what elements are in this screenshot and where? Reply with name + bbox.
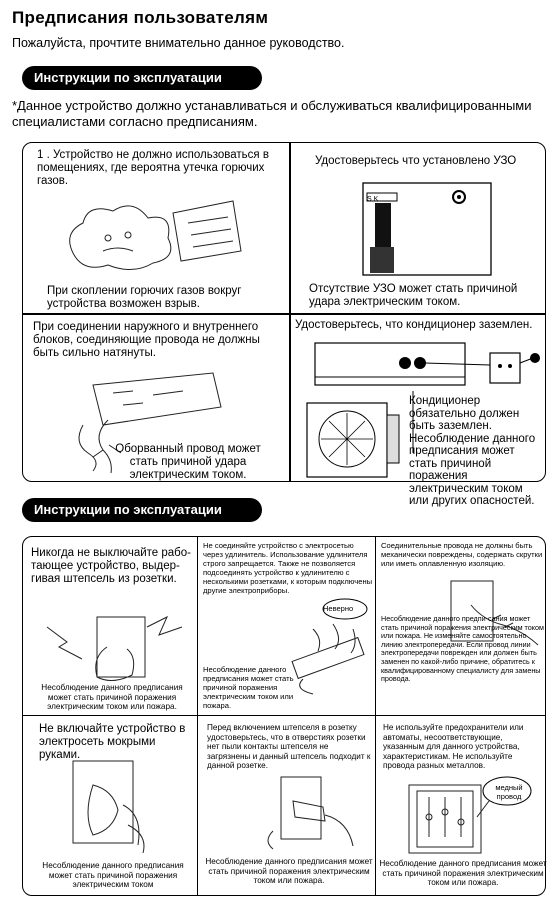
uzo-check-text: Удостоверьтесь что установлено УЗО: [315, 155, 517, 167]
wet-hands-text: Не включайте устройство в электросеть мокрыми руками.: [39, 723, 186, 761]
damaged-wire-consequence-text: Несоблюдение данного предпи-сания может стать причиной поражения электрическим током или пожара. Не изменяйте самостоятельно линию электропередачи. Если провод линии электропередачи поврежден или должен быть заменен по какой-либо причине, обратитесь к квалифицированному специалисту для замены провода.: [381, 614, 544, 684]
wet-hands-illustration: [63, 755, 173, 855]
gas-explosion-illustration: [63, 193, 253, 278]
wire-consequence-text: Оборванный провод может стать причиной удара электрическим током.: [115, 443, 261, 481]
page-subtitle: Пожалуйста, прочтите внимательно данное руководство.: [12, 36, 345, 50]
extension-cord-text: Не соединяйте устройство с электросетью через удлинитель. Использование удлинителя строго запрещается. Также не позволяется подсоединять устройство к удлинителю с несколькими розетками, к которым подключены другие электроприборы.: [203, 541, 373, 595]
page-title: Предписания пользователям: [12, 8, 269, 27]
ground-check-text: Удостоверьтесь, что кондиционер заземлен.: [295, 319, 533, 331]
gas-consequence-text: При скоплении горючих газов вокруг устройства возможен взрыв.: [47, 285, 242, 310]
section-1-note: *Данное устройство должно устанавливаться и обслуживаться квалифицированными специалистами согласно предписаниям.: [12, 98, 532, 129]
plug-check-consequence-text: Несоблюдение данного предписания может стать причиной поражения электрическим током или пожара.: [205, 857, 373, 885]
wet-hands-consequence-text: Несоблюдение данного предписания может стать причиной поражения электрическим током: [42, 861, 184, 889]
section-1-grid: [22, 142, 546, 507]
damaged-wire-text: Соединительные провода не должны быть механически повреждены, содержать скрутки или иметь оплавленную изоляцию.: [381, 541, 543, 568]
fuse-text: Не используйте предохранители или автоматы, несоответствующие, указанным для данного устройства, характеристикам. Не используйте провода разных металлов.: [383, 723, 524, 770]
unplug-consequence-text: Несоблюдение данного предписания может стать причиной поражения электрическим током или пожара.: [41, 683, 183, 711]
fuse-panel-illustration: [399, 767, 539, 857]
section-2-heading: Инструкции по эксплуатации: [22, 498, 262, 522]
uzo-consequence-text: Отсутствие УЗО может стать причиной удара электрическим током.: [309, 283, 518, 308]
ground-consequence-text: Кондиционер обязательно должен быть заземлен. Несоблюдение данного предписания может стать причиной поражения электрическим током или других опасностей.: [409, 395, 536, 507]
incorrect-bubble: Неверно: [323, 604, 354, 613]
unplug-illustration: [37, 597, 187, 687]
extension-consequence-text: Несоблюдение данного предписания может стать причиной поражения электрическим током или пожара.: [203, 665, 294, 710]
section-2-grid: [22, 536, 546, 896]
wire-tension-text: При соединении наружного и внутреннего блоков, соединяющие провода не должны быть сильно натянуты.: [33, 321, 260, 359]
gas-warning-text: 1 . Устройство не должно использоваться в помещениях, где вероятна утечка горючих газов.: [37, 149, 269, 187]
section-1-heading: Инструкции по эксплуатации: [22, 66, 262, 90]
uzo-switch-label: S K: [367, 196, 379, 203]
copper-wire-bubble: медный провод: [495, 783, 523, 801]
plug-socket-illustration: [253, 771, 363, 851]
unplug-warning-text: Никогда не выключайте рабо-тающее устройство, выдер-гивая штепсель из розетки.: [31, 547, 191, 585]
fuse-consequence-text: Несоблюдение данного предписания может стать причиной поражения электрическим током или пожара.: [379, 859, 547, 887]
plug-check-text: Перед включением штепселя в розетку удостоверьтесь, что в отверстиях розетки нет пыли контакты штепселя не загрязнены и данный штепсель подходит к данной розетке.: [207, 723, 371, 770]
